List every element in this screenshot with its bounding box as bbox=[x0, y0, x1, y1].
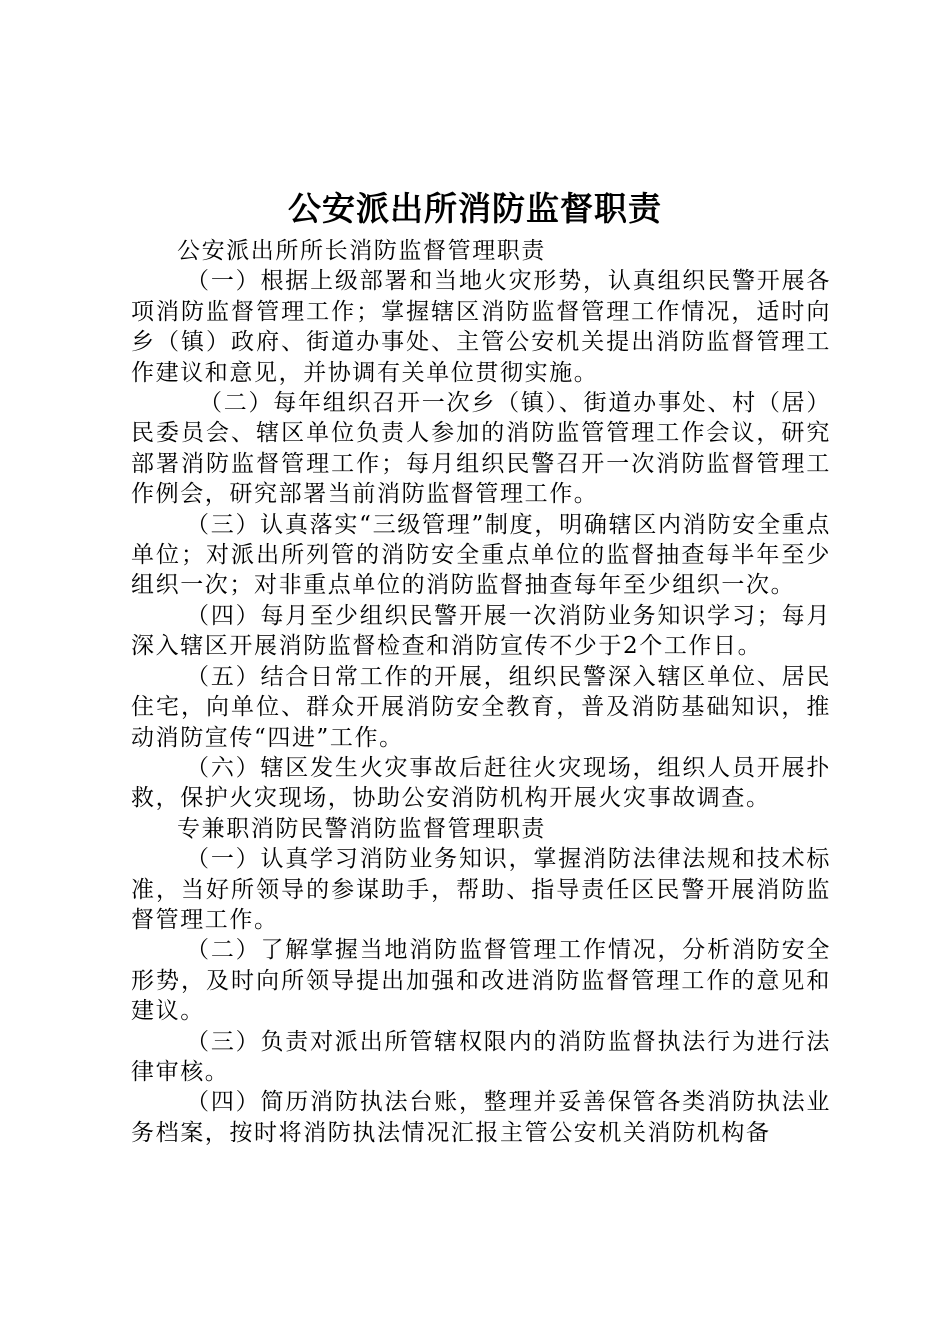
paragraph: （四）简历消防执法台账，整理并妥善保管各类消防执法业务档案，按时将消防执法情况汇报主管公安机关消防机构备 bbox=[131, 1089, 831, 1146]
paragraph: （三）负责对派出所管辖权限内的消防监督执法行为进行法律审核。 bbox=[131, 1028, 831, 1085]
paragraph: （六）辖区发生火灾事故后赶往火灾现场，组织人员开展扑救，保护火灾现场，协助公安消防机构开展火灾事故调查。 bbox=[131, 754, 831, 812]
paragraph: （三）认真落实“三级管理”制度，明确辖区内消防安全重点单位；对派出所列管的消防安全重点单位的监督抽查每半年至少组织一次；对非重点单位的消防监督抽查每年至少组织一次。 bbox=[131, 511, 831, 599]
paragraph: （二）了解掌握当地消防监督管理工作情况，分析消防安全形势，及时向所领导提出加强和改进消防监督管理工作的意见和建议。 bbox=[131, 937, 831, 1025]
section-heading: 专兼职消防民警消防监督管理职责 bbox=[177, 815, 546, 842]
paragraph: （四）每月至少组织民警开展一次消防业务知识学习；每月深入辖区开展消防监督检查和消防宣传不少于2个工作日。 bbox=[131, 602, 831, 660]
document-title: 公安派出所消防监督职责 bbox=[288, 189, 662, 228]
paragraph: （一）认真学习消防业务知识，掌握消防法律法规和技术标准，当好所领导的参谋助手，帮助、指导责任区民警开展消防监督管理工作。 bbox=[131, 846, 831, 933]
paragraph: （一）根据上级部署和当地火灾形势，认真组织民警开展各项消防监督管理工作；掌握辖区消防监督管理工作情况，适时向乡（镇）政府、街道办事处、主管公安机关提出消防监督管理工作建议和意见，并协调有关单位贯彻实施。 bbox=[131, 268, 831, 386]
paragraph: （二）每年组织召开一次乡（镇）、街道办事处、村（居）民委员会、辖区单位负责人参加的消防监管管理工作会议，研究部署消防监督管理工作；每月组织民警召开一次消防监督管理工作例会，研究部署当前消防监督管理工作。 bbox=[131, 390, 831, 508]
document-body bbox=[131, 236, 831, 1148]
section-heading: 公安派出所所长消防监督管理职责 bbox=[177, 238, 546, 264]
paragraph: （五）结合日常工作的开展，组织民警深入辖区单位、居民住宅，向单位、群众开展消防安全教育，普及消防基础知识，推动消防宣传“四进”工作。 bbox=[131, 663, 831, 751]
